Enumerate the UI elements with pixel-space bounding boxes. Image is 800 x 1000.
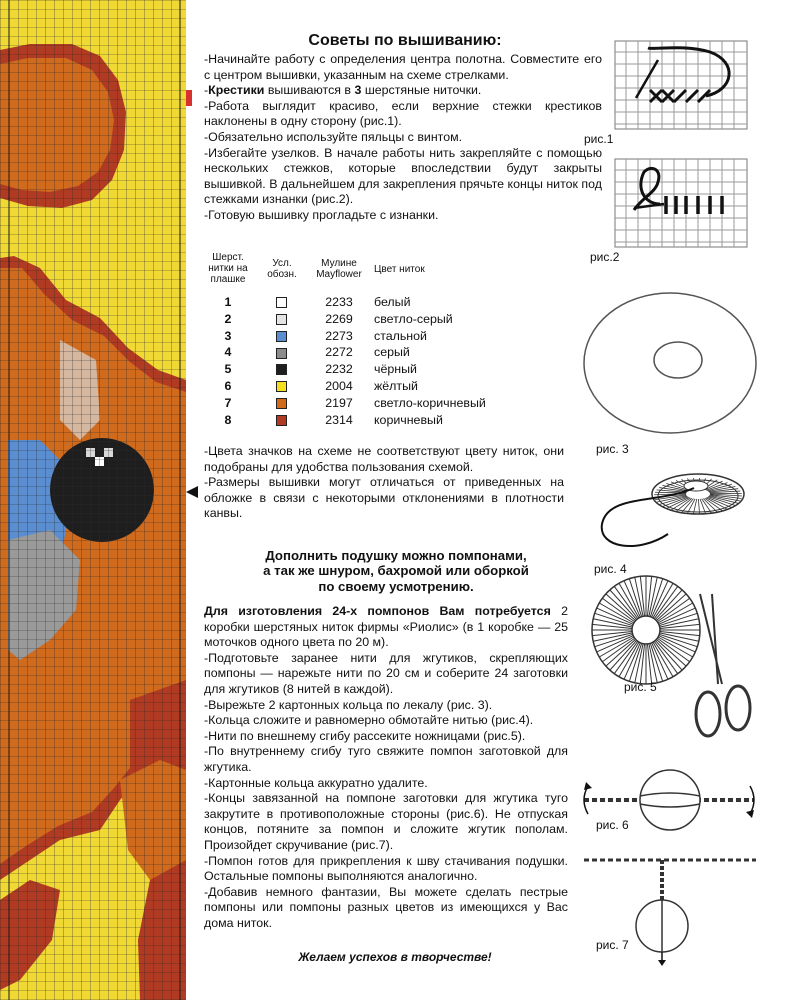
thread-symbol-cell [252,378,310,395]
pompon-step: -Кольца сложите и равномерно обмотайте нитью (рис.4). [204,713,534,728]
thread-col-header-2: Усл. обозн. [267,258,297,280]
fig3-cardboard-ring-illustration [580,290,760,436]
thread-color-name: коричневый [374,412,443,427]
pompon-step: -Картонные кольца аккуратно удалите. [204,775,428,790]
thread-color-name: белый [374,295,411,309]
thread-symbol-cell [252,294,310,311]
thread-row [204,412,576,429]
thread-number: 8 [224,412,232,427]
thread-number: 7 [224,395,232,410]
fig2-caption: рис.2 [590,250,620,264]
center-arrow-icon [186,486,198,498]
pompon-intro: Для изготовления 24-х помпонов Вам потребуется 2 коробки шерстяных ниток фирмы «Риолис» (в 1 коробке — 25 моточков одного цвета по 20 м). [204,604,568,650]
pattern-grid [0,0,186,1000]
tip-item: -Готовую вышивку прогладьте с изнанки. [204,207,439,222]
page-margin [186,0,200,1000]
thread-symbol-cell [252,344,310,361]
fig1-cross-stitch-illustration [614,40,748,130]
thread-number: 2 [224,311,232,326]
thread-color-name: жёлтый [374,378,418,393]
fig6-caption: рис. 6 [596,818,629,832]
thread-row [204,328,576,345]
square-icon [276,415,287,426]
thread-table [204,294,576,428]
thread-code: 2273 [325,328,353,343]
pompon-step: -Помпон готов для прикрепления к шву стачивания подушки. Остальные помпоны выполняются аналогично. [204,853,568,884]
closing-wish: Желаем успехов в творчестве! [298,950,492,964]
thread-code: 2233 [325,295,353,309]
thread-code: 2269 [325,311,353,326]
thread-row [204,311,576,328]
tip-item: -Начинайте работу с определения центра полотна. Совместите его с центром вышивки, указанным на схеме стрелками. [204,52,602,82]
thread-col-header-1: Шерст. нитки на плашке [208,252,248,285]
scheme-notes [204,444,564,522]
u-icon [276,331,287,342]
thread-row [204,361,576,378]
thread-color-name: стальной [374,328,427,343]
pompon-step: -Подготовьте заранее нити для жгутиков, скрепляющих помпоны — нарежьте нити по 20 см и соберите 24 заготовки для жгутиков (8 нитей в каждой). [204,650,568,696]
thread-symbol-cell [252,361,310,378]
tip-item: -Обязательно используйте пяльцы с винтом. [204,129,463,144]
thread-number: 1 [224,295,232,309]
tip-item: -Крестики вышиваются в 3 шерстяные ниточки. [204,83,482,98]
thread-number: 3 [224,328,232,343]
tip-item: -Работа выглядит красиво, если верхние стежки крестиков наклонены в одну сторону (рис.1). [204,98,602,129]
pompon-instructions [204,604,568,931]
pompon-step: -Концы завязанной на помпоне заготовки для жгутика туго закрутите в противоположные стороны (рис.6). Не отпуская концов, потяните за помпон и сложите жгутик пополам. Произойдет скручивание (рис.7). [204,791,568,852]
fig2-thread-securing-illustration [614,158,748,248]
fig1-caption: рис.1 [584,132,614,146]
thread-number: 4 [224,345,232,360]
page-edge-accent [186,90,192,106]
embroidery-tips [204,52,602,224]
note-item: -Цвета значков на схеме не соответствуют цвету ниток, они подобраны для удобства пользования схемой. [204,444,564,474]
thread-code: 2232 [325,362,353,377]
square-icon [276,364,287,375]
thread-col-header-4: Цвет ниток [374,264,425,275]
thread-code: 2314 [325,412,353,427]
pompon-heading: Дополнить подушку можно помпонами, а так же шнуром, бахромой или оборкой по своему усмотрению. [263,548,529,594]
thread-code: 2272 [325,345,353,360]
thread-row [204,344,576,361]
fig4-wrapping-rings-illustration [598,464,748,570]
pompon-step: -Нити по внешнему сгибу рассеките ножницами (рис.5). [204,728,526,743]
pompon-step: -Вырежьте 2 картонных кольца по лекалу (рис. 3). [204,697,493,712]
page-title: Советы по вышиванию: [308,32,502,49]
fig4-caption: рис. 4 [594,562,627,576]
fig5-caption: рис. 5 [624,680,657,694]
thread-color-name: серый [374,345,410,360]
thread-row [204,294,576,311]
thread-row [204,395,576,412]
tip-item: -Избегайте узелков. В начале работы нить закрепляйте с помощью нескольких стежков, которые впоследствии будут закрыты вышивкой. В дальнейшем для закрепления прячьте концы ниток под стежками изнанки (рис.2). [204,145,602,207]
thread-color-name: светло-коричневый [374,395,486,410]
thread-col-header-3: Мулине Mayflower [316,258,362,280]
thread-symbol-cell [252,395,310,412]
thread-number: 6 [224,378,232,393]
pompon-step: -Добавив немного фантазии, Вы можете сделать пестрые помпоны или помпоны разных цветов из имеющихся у Вас дома ниток. [204,884,568,930]
note-item: -Размеры вышивки могут отличаться от приведенных на обложке в связи с некоторыми отклонениями в плотности канвы. [204,475,564,521]
fig5-cutting-threads-illustration [590,574,760,744]
thread-color-name: светло-серый [374,311,453,326]
dash-icon [276,398,287,409]
thread-symbol-cell [252,328,310,345]
square-icon [276,314,287,325]
cross-stitch-pattern [0,0,186,1000]
thread-code: 2004 [325,378,353,393]
thread-symbol-cell [252,311,310,328]
thread-code: 2197 [325,395,353,410]
fig7-caption: рис. 7 [596,938,629,952]
envelope-icon [276,297,287,308]
dot-icon [276,381,287,392]
slash-icon [276,348,287,359]
fig3-caption: рис. 3 [596,442,629,456]
thread-symbol-cell [252,412,310,429]
pompon-step: -По внутреннему сгибу туго свяжите помпон заготовкой для жгутика. [204,744,568,774]
thread-number: 5 [224,362,232,377]
thread-row [204,378,576,395]
thread-color-name: чёрный [374,362,417,377]
